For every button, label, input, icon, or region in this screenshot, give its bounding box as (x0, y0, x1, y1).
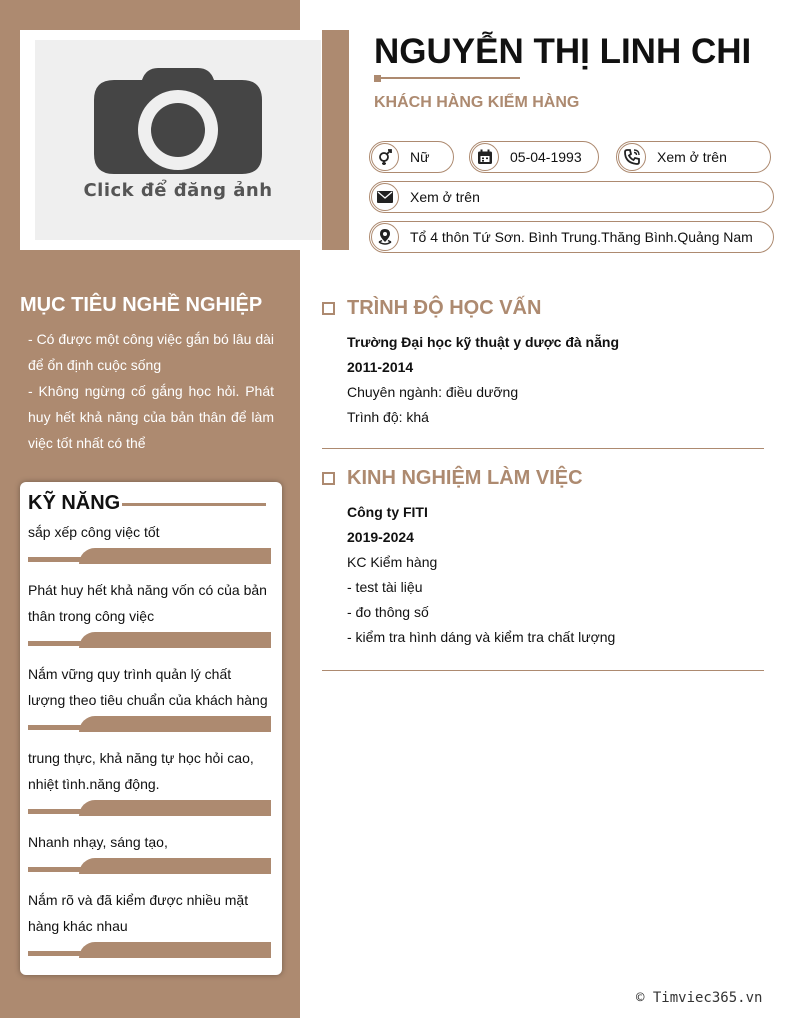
skill-name: Nắm rõ và đã kiểm được nhiều mặt hàng khác nhau (28, 892, 249, 934)
address-field[interactable] (369, 221, 774, 253)
skill-name: Phát huy hết khả năng vốn có của bản thân trong công việc (28, 582, 267, 624)
gender-field[interactable] (369, 141, 454, 173)
skill-item (28, 887, 272, 939)
skill-level-bar (28, 716, 271, 732)
skills-title-line (122, 503, 266, 506)
objective-line: - Có được một công việc gắn bó lâu dài để ổn định cuộc sống (28, 331, 274, 373)
skill-level-fill (79, 858, 271, 874)
envelope-icon (371, 183, 399, 211)
birthday-field[interactable] (469, 141, 599, 173)
address-value: Tổ 4 thôn Tứ Sơn. Bình Trung.Thăng Bình.Quảng Nam (410, 229, 753, 245)
email-value: Xem ở trên (410, 189, 480, 205)
skill-level-fill (79, 632, 271, 648)
skill-name: sắp xếp công việc tốt (28, 524, 160, 540)
email-field[interactable] (369, 181, 774, 213)
school-name: Trường Đại học kỹ thuật y dược đà nẵng (347, 334, 619, 350)
objective-title: MỤC TIÊU NGHỀ NGHIỆP (20, 294, 263, 316)
name-underline (376, 77, 520, 79)
skill-item (28, 661, 272, 713)
experience-period: 2019-2024 (347, 529, 414, 545)
map-pin-icon (371, 223, 399, 251)
skill-name: trung thực, khả năng tự học hỏi cao, nhiệt tình.năng động. (28, 750, 254, 792)
skill-item (28, 519, 272, 545)
skill-item (28, 577, 272, 629)
skill-item (28, 829, 272, 855)
gender-value: Nữ (410, 149, 430, 165)
candidate-name: NGUYỄN THỊ LINH CHI (374, 32, 752, 71)
photo-caption: Click để đăng ảnh (83, 180, 273, 201)
skills-card (20, 482, 282, 975)
experience-task: - đo thông số (347, 604, 429, 620)
skill-level-bar (28, 942, 271, 958)
company-name: Công ty FITI (347, 504, 428, 520)
experience-position: KC Kiểm hàng (347, 554, 438, 570)
phone-field[interactable] (616, 141, 771, 173)
skill-level-bar (28, 548, 271, 564)
section-divider (322, 670, 764, 671)
skill-level-fill (79, 942, 271, 958)
birthday-value: 05-04-1993 (510, 149, 582, 165)
footer-credit: © Timviec365.vn (636, 990, 763, 1006)
skill-name: Nhanh nhạy, sáng tạo, (28, 834, 168, 850)
experience-task: - kiểm tra hình dáng và kiểm tra chất lượng (347, 629, 616, 645)
square-bullet-icon (322, 472, 335, 485)
experience-title: KINH NGHIỆM LÀM VIỆC (347, 467, 583, 489)
skill-name: Nắm vững quy trình quản lý chất lượng theo tiêu chuẩn của khách hàng (28, 666, 268, 708)
skill-level-bar (28, 858, 271, 874)
experience-content (347, 500, 767, 650)
phone-value: Xem ở trên (657, 149, 727, 165)
header-accent-bar (322, 30, 349, 250)
skill-level-bar (28, 800, 271, 816)
phone-icon (618, 143, 646, 171)
skill-level-fill (79, 716, 271, 732)
job-title: KHÁCH HÀNG KIỂM HÀNG (374, 94, 580, 111)
skill-level-fill (79, 800, 271, 816)
education-heading (322, 297, 541, 320)
education-major: Chuyên ngành: điều dưỡng (347, 384, 519, 400)
skill-level-bar (28, 632, 271, 648)
education-period: 2011-2014 (347, 359, 414, 375)
education-title: TRÌNH ĐỘ HỌC VẤN (347, 297, 542, 319)
section-divider (322, 448, 764, 449)
education-level: Trình độ: khá (347, 409, 429, 425)
skill-item (28, 745, 272, 797)
square-bullet-icon (322, 302, 335, 315)
experience-task: - test tài liệu (347, 579, 423, 595)
education-content (347, 330, 767, 430)
objective-text (28, 326, 274, 456)
objective-line: - Không ngừng cố gắng học hỏi. Phát huy hết khả năng của bản thân để làm việc tốt nhất có thể (28, 383, 274, 451)
experience-heading (322, 467, 583, 490)
calendar-icon (471, 143, 499, 171)
skill-level-fill (79, 548, 271, 564)
gender-icon (371, 143, 399, 171)
camera-icon (92, 68, 264, 174)
avatar-upload[interactable] (35, 40, 321, 240)
skills-title: KỸ NĂNG (28, 492, 121, 514)
